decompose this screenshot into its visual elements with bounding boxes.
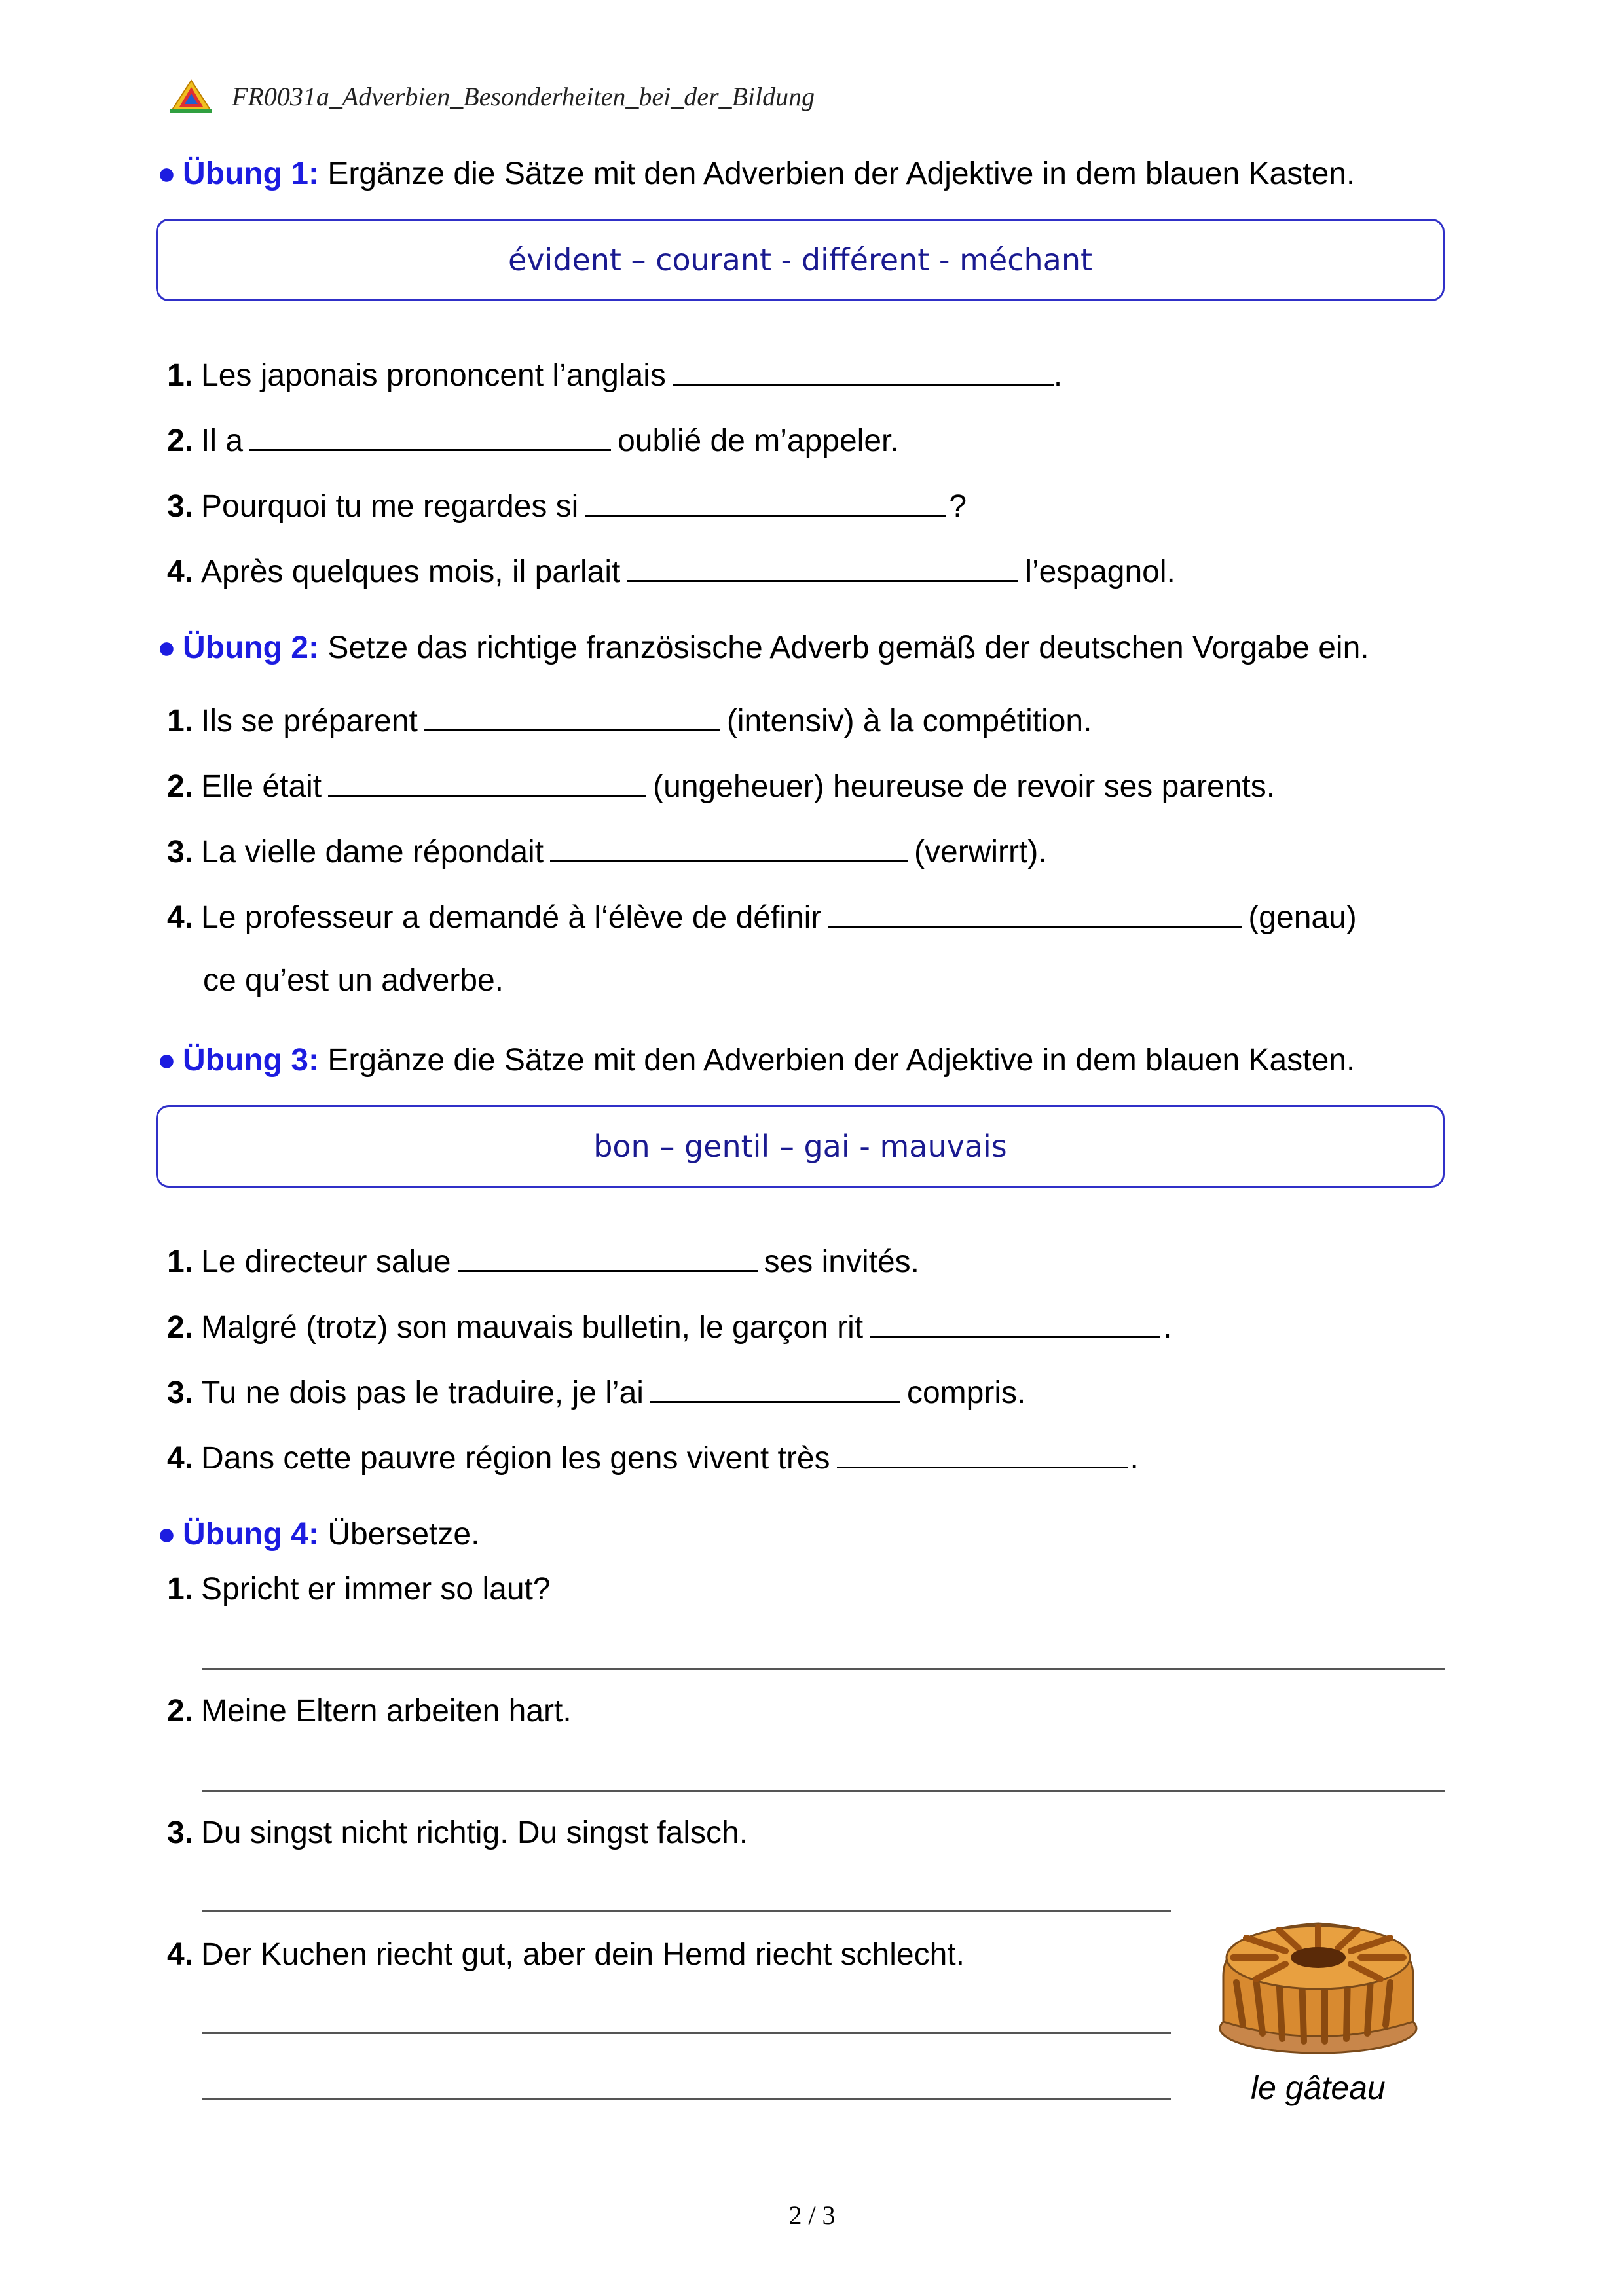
fill-in-blank[interactable] <box>650 1375 900 1403</box>
fill-in-blank[interactable] <box>627 554 1018 582</box>
exercise-instruction: Setze das richtige französische Adverb gemäß der deutschen Vorgabe ein. <box>327 630 1369 665</box>
cake-illustration <box>1217 1910 1420 2054</box>
fill-in-blank[interactable] <box>249 423 611 451</box>
page-header <box>169 73 815 119</box>
exercise-2-heading <box>157 630 1369 666</box>
exercise-label: Übung 3: <box>183 1043 319 1078</box>
list-item: 1. Le directeur salue ses invités. <box>167 1245 920 1279</box>
fill-in-blank[interactable] <box>585 488 946 517</box>
fill-in-blank[interactable] <box>828 900 1242 928</box>
exercise-1-heading <box>157 156 1355 192</box>
list-item: 4. Après quelques mois, il parlait l’espagnol. <box>167 555 1175 589</box>
list-item: 2. Meine Eltern arbeiten hart. <box>167 1694 572 1728</box>
list-item: 3. Du singst nicht richtig. Du singst falsch. <box>167 1815 748 1850</box>
bullet-icon: ● <box>157 1043 176 1078</box>
bullet-icon: ● <box>157 630 176 665</box>
word-box: bon – gentil – gai - mauvais <box>156 1105 1445 1188</box>
word-box: évident – courant - différent - méchant <box>156 219 1445 301</box>
exercise-instruction: Ergänze die Sätze mit den Adverbien der Adjektive in dem blauen Kasten. <box>327 1043 1356 1078</box>
image-caption: le gâteau <box>1251 2069 1386 2106</box>
bullet-icon: ● <box>157 1517 176 1552</box>
exercise-4-heading <box>157 1516 479 1552</box>
list-item: 1. Ils se préparent (intensiv) à la compétition. <box>167 704 1092 738</box>
answer-line[interactable] <box>202 2032 1171 2034</box>
exercise-label: Übung 1: <box>183 156 319 191</box>
list-item: 3. Pourquoi tu me regardes si ? <box>167 489 967 524</box>
list-item-continuation: ce qu’est un adverbe. <box>203 963 504 998</box>
fill-in-blank[interactable] <box>673 357 1054 386</box>
list-item: 4. Le professeur a demandé à l‘élève de définir (genau) <box>167 900 1357 935</box>
list-item: 2. Il a oublié de m’appeler. <box>167 424 899 458</box>
document-title: FR0031a_Adverbien_Besonderheiten_bei_der_Bildung <box>232 81 815 111</box>
list-item: 3. La vielle dame répondait (verwirrt). <box>167 835 1047 869</box>
exercise-instruction: Ergänze die Sätze mit den Adverbien der Adjektive in dem blauen Kasten. <box>327 156 1356 191</box>
fill-in-blank[interactable] <box>837 1440 1128 1468</box>
fill-in-blank[interactable] <box>550 834 908 862</box>
list-item: 1. Les japonais prononcent l’anglais . <box>167 358 1063 393</box>
exercise-label: Übung 4: <box>183 1517 319 1552</box>
bullet-icon: ● <box>157 156 176 191</box>
fill-in-blank[interactable] <box>424 703 720 731</box>
fill-in-blank[interactable] <box>328 769 646 797</box>
list-item: 1. Spricht er immer so laut? <box>167 1572 551 1607</box>
answer-line[interactable] <box>202 1790 1445 1792</box>
list-item: 4. Der Kuchen riecht gut, aber dein Hemd riecht schlecht. <box>167 1937 965 1972</box>
list-item: 4. Dans cette pauvre région les gens vivent très . <box>167 1441 1139 1476</box>
page-number: 2 / 3 <box>788 2200 836 2230</box>
logo-icon <box>169 78 213 115</box>
exercise-label: Übung 2: <box>183 630 319 665</box>
fill-in-blank[interactable] <box>458 1244 758 1272</box>
answer-line[interactable] <box>202 1910 1171 1912</box>
fill-in-blank[interactable] <box>870 1309 1160 1338</box>
exercise-instruction: Übersetze. <box>327 1517 480 1552</box>
answer-line[interactable] <box>202 1668 1445 1670</box>
answer-line[interactable] <box>202 2098 1171 2100</box>
list-item: 2. Malgré (trotz) son mauvais bulletin, le garçon rit . <box>167 1310 1172 1345</box>
list-item: 3. Tu ne dois pas le traduire, je l’ai compris. <box>167 1376 1026 1410</box>
list-item: 2. Elle était (ungeheuer) heureuse de revoir ses parents. <box>167 769 1276 804</box>
exercise-3-heading <box>157 1042 1355 1078</box>
